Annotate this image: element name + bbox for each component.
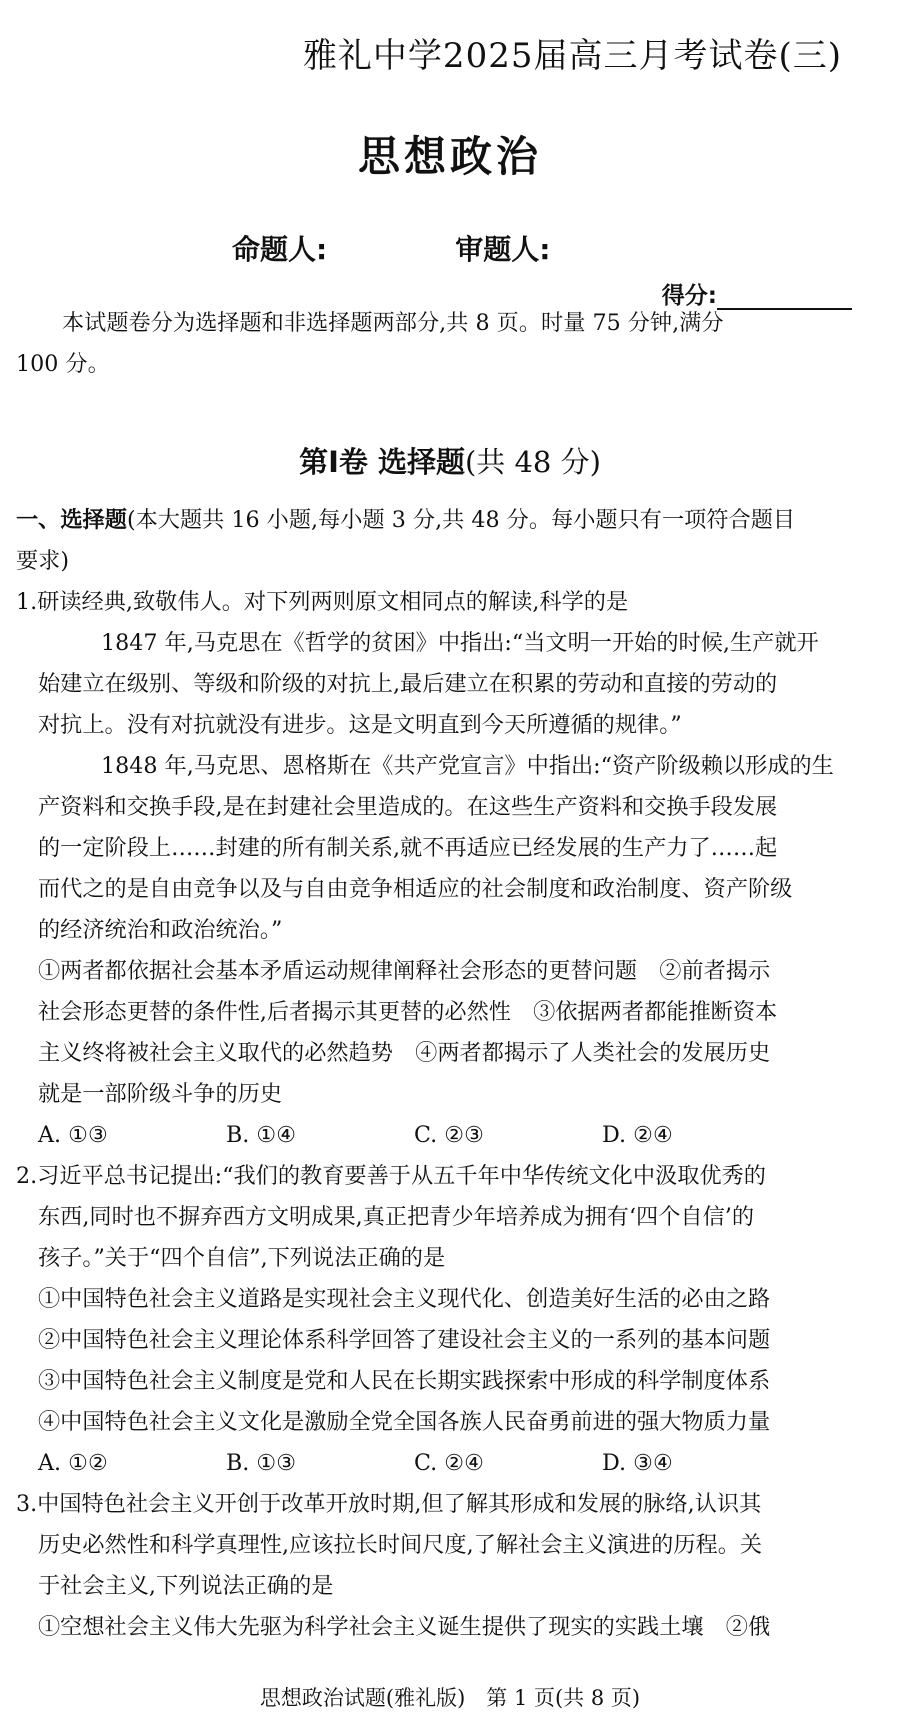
q3-statement-line: ①空想社会主义伟大先驱为科学社会主义诞生提供了现实的实践土壤 ②俄 <box>38 1614 771 1640</box>
q1-material-line: 产资料和交换手段,是在封建社会里造成的。在这些生产资料和交换手段发展 <box>38 794 778 820</box>
q1-material-line: 1847 年,马克思在《哲学的贫困》中指出:“当文明一开始的时候,生产就开 <box>101 630 819 656</box>
question-2-stem: 2.习近平总书记提出:“我们的教育要善于从五千年中华传统文化中汲取优秀的 <box>16 1163 766 1189</box>
exam-header-title: 雅礼中学2025届高三月考试卷(三) <box>302 36 842 76</box>
q2-statement-line: ④中国特色社会主义文化是激励全党全国各族人民奋勇前进的强大物质力量 <box>38 1409 771 1435</box>
question-2-stem: 孩子。”关于“四个自信”,下列说法正确的是 <box>38 1245 446 1271</box>
choice-c: C. ②③ <box>414 1122 485 1148</box>
score-label: 得分: <box>661 283 717 309</box>
choice-b: B. ①③ <box>226 1450 297 1476</box>
section-desc-cont: 要求) <box>16 548 70 574</box>
q1-material-line: 对抗上。没有对抗就没有进步。这是文明直到今天所遵循的规律。” <box>38 712 682 738</box>
reviewer-label: 审题人: <box>455 233 551 266</box>
setter-label: 命题人: <box>232 233 328 266</box>
choice-b: B. ①④ <box>226 1122 297 1148</box>
page-footer: 思想政治试题(雅礼版) 第 1 页(共 8 页) <box>259 1686 641 1710</box>
question-3-stem: 3.中国特色社会主义开创于改革开放时期,但了解其形成和发展的脉络,认识其 <box>16 1491 762 1517</box>
section-title: 一、选择题 <box>16 507 127 533</box>
q1-choices <box>16 1115 856 1156</box>
q2-statement-line: ①中国特色社会主义道路是实现社会主义现代化、创造美好生活的必由之路 <box>38 1286 771 1312</box>
q1-material-line: 始建立在级别、等级和阶级的对抗上,最后建立在积累的劳动和直接的劳动的 <box>38 671 778 697</box>
intro <box>16 303 856 385</box>
part-heading-rest: (共 48 分) <box>464 445 601 479</box>
choice-a: A. ①② <box>38 1450 108 1476</box>
question-2-stem: 东西,同时也不摒弃西方文明成果,真正把青少年培养成为拥有‘四个自信’的 <box>38 1204 755 1230</box>
q1-material-line: 的经济统治和政治统治。” <box>38 917 283 943</box>
section-desc: (本大题共 16 小题,每小题 3 分,共 48 分。每小题只有一项符合题目 <box>126 507 796 533</box>
section-header <box>16 500 856 541</box>
question-1-stem: 1.研读经典,致敬伟人。对下列两则原文相同点的解读,科学的是 <box>16 589 629 615</box>
q1-material-line: 的一定阶段上……封建的所有制关系,就不再适应已经发展的生产力了……起 <box>38 835 778 861</box>
q1-statement-line: 主义终将被社会主义取代的必然趋势 ④两者都揭示了人类社会的发展历史 <box>38 1040 771 1066</box>
part-heading <box>0 440 900 481</box>
q1-statement-line: 就是一部阶级斗争的历史 <box>38 1081 283 1107</box>
q1-material-line: 而代之的是自由竞争以及与自由竞争相适应的社会制度和政治制度、资产阶级 <box>38 876 793 902</box>
question-3-stem: 历史必然性和科学真理性,应该拉长时间尺度,了解社会主义演进的历程。关 <box>38 1532 763 1558</box>
question-3-stem: 于社会主义,下列说法正确的是 <box>38 1573 334 1599</box>
choice-d: D. ②④ <box>602 1122 673 1148</box>
part-heading-bold: 第Ⅰ卷 选择题 <box>299 445 465 479</box>
q1-statement-line: 社会形态更替的条件性,后者揭示其更替的必然性 ③依据两者都能推断资本 <box>38 999 778 1025</box>
q2-choices <box>16 1443 856 1484</box>
intro-line: 100 分。 <box>16 351 110 377</box>
q2-statement-line: ②中国特色社会主义理论体系科学回答了建设社会主义的一系列的基本问题 <box>38 1327 771 1353</box>
subject-title: 思想政治 <box>357 132 542 181</box>
questions-area <box>16 500 856 1648</box>
intro-line: 本试题卷分为选择题和非选择题两部分,共 8 页。时量 75 分钟,满分 <box>62 310 724 336</box>
choice-d: D. ③④ <box>602 1450 673 1476</box>
q2-statement-line: ③中国特色社会主义制度是党和人民在长期实践探索中形成的科学制度体系 <box>38 1368 771 1394</box>
choice-c: C. ②④ <box>414 1450 485 1476</box>
authors-line <box>232 228 550 268</box>
q1-material-line: 1848 年,马克思、恩格斯在《共产党宣言》中指出:“资产阶级赖以形成的生 <box>101 753 834 779</box>
choice-a: A. ①③ <box>38 1122 108 1148</box>
q1-statement-line: ①两者都依据社会基本矛盾运动规律阐释社会形态的更替问题 ②前者揭示 <box>38 958 771 984</box>
